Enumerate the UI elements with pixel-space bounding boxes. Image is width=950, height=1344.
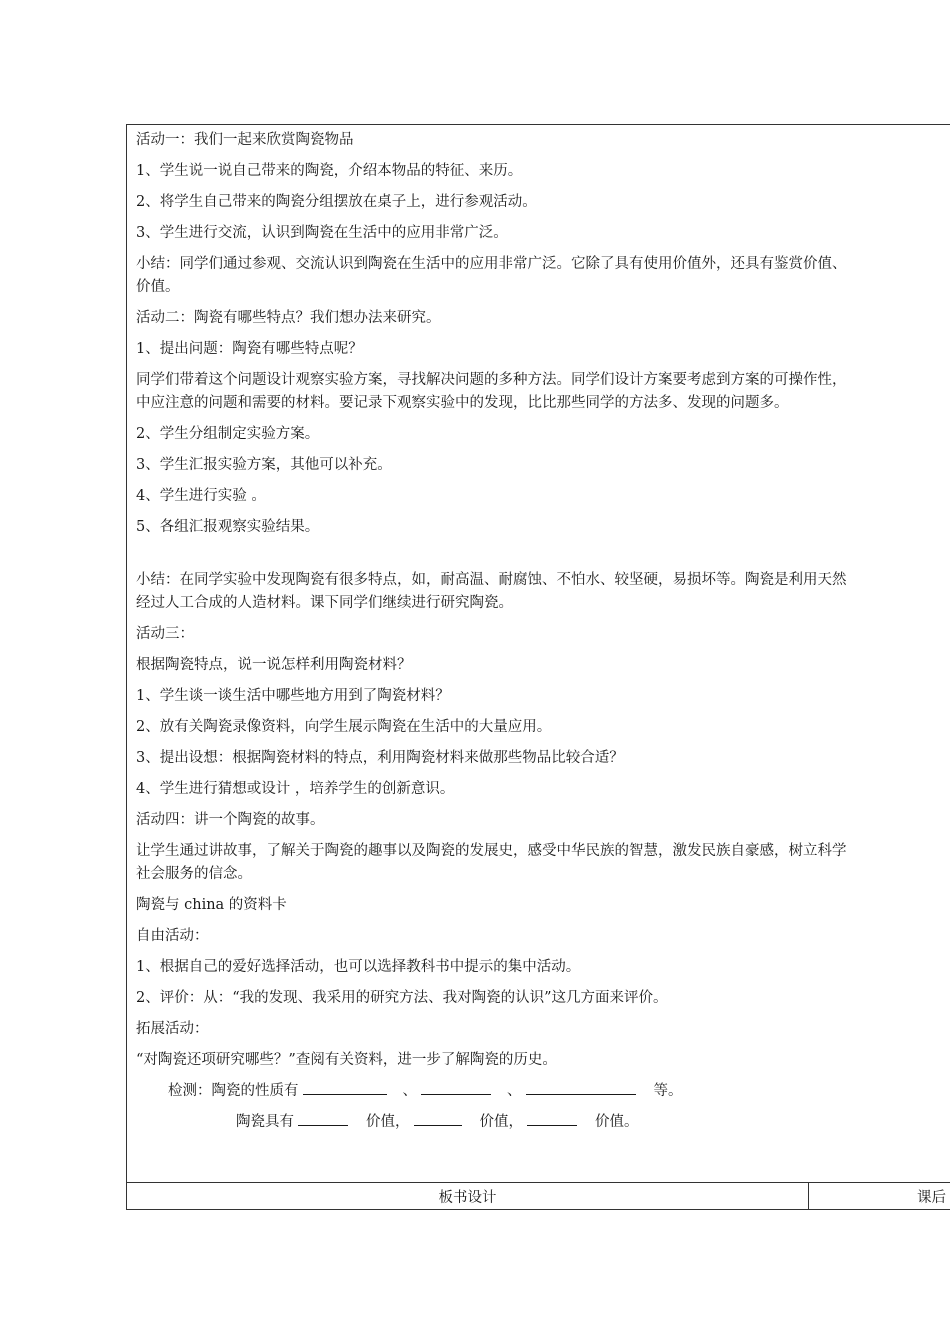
text-line: 2、学生分组制定实验方案。 xyxy=(136,426,320,442)
text-line: 陶瓷与 china 的资料卡 xyxy=(136,897,287,913)
text-line: 2、放有关陶瓷录像资料，向学生展示陶瓷在生活中的大量应用。 xyxy=(136,719,552,735)
activity-3-heading: 活动三： xyxy=(136,626,194,642)
text-line: 1、学生说一说自己带来的陶瓷，介绍本物品的特征、来历。 xyxy=(136,163,523,179)
cell-divider xyxy=(808,1183,809,1210)
text-line: 让学生通过讲故事，了解关于陶瓷的趣事以及陶瓷的发展史，感受中华民族的智慧，激发民族自豪感，树立科学 xyxy=(136,843,847,859)
fill-blank xyxy=(414,1124,462,1126)
test-line-1: 检测：陶瓷的性质有 、 、 等。 xyxy=(168,1083,683,1099)
test-line-2: 陶瓷具有 价值， 价值， 价值。 xyxy=(236,1114,639,1130)
text-line: 小结：在同学实验中发现陶瓷有很多特点，如，耐高温、耐腐蚀、不怕水、较坚硬，易损坏等。陶瓷是利用天然 xyxy=(136,572,847,588)
activity-4-heading: 活动四：讲一个陶瓷的故事。 xyxy=(136,812,325,828)
fill-blank xyxy=(526,1093,636,1095)
text-line: 社会服务的信念。 xyxy=(136,866,252,882)
lesson-content xyxy=(136,125,950,1138)
text-line: 1、学生谈一谈生活中哪些地方用到了陶瓷材料？ xyxy=(136,688,450,704)
table-footer-row xyxy=(127,1182,950,1210)
text-line: 3、学生进行交流，认识到陶瓷在生活中的应用非常广泛。 xyxy=(136,225,508,241)
text-line: 2、将学生自己带来的陶瓷分组摆放在桌子上，进行参观活动。 xyxy=(136,194,537,210)
after-class-cell: 课后 xyxy=(917,1190,946,1206)
fill-blank xyxy=(421,1093,491,1095)
text-line: 同学们带着这个问题设计观察实验方案，寻找解决问题的多种方法。同学们设计方案要考虑到方案的可操作性， xyxy=(136,372,847,388)
text-line: 2、评价：从：“我的发现、我采用的研究方法、我对陶瓷的认识”这几方面来评价。 xyxy=(136,990,668,1006)
text-line: 5、各组汇报观察实验结果。 xyxy=(136,519,320,535)
fill-blank xyxy=(298,1124,348,1126)
text-line: 经过人工合成的人造材料。课下同学们继续进行研究陶瓷。 xyxy=(136,595,513,611)
text-line: 4、学生进行实验 。 xyxy=(136,488,266,504)
spacer xyxy=(136,543,950,565)
text-line: 3、学生汇报实验方案，其他可以补充。 xyxy=(136,457,392,473)
fill-blank xyxy=(303,1093,387,1095)
extension-heading: 拓展活动： xyxy=(136,1021,209,1037)
text-line: 3、提出设想：根据陶瓷材料的特点，利用陶瓷材料来做那些物品比较合适？ xyxy=(136,750,624,766)
text-line: 1、提出问题：陶瓷有哪些特点呢？ xyxy=(136,341,363,357)
text-line: 1、根据自己的爱好选择活动，也可以选择教科书中提示的集中活动。 xyxy=(136,959,581,975)
activity-1-heading: 活动一：我们一起来欣赏陶瓷物品 xyxy=(136,132,354,148)
text-line: 根据陶瓷特点，说一说怎样利用陶瓷材料？ xyxy=(136,657,412,673)
lesson-table xyxy=(126,124,950,1210)
activity-2-heading: 活动二：陶瓷有哪些特点？我们想办法来研究。 xyxy=(136,310,441,326)
board-design-cell: 板书设计 xyxy=(438,1190,497,1206)
fill-blank xyxy=(527,1124,577,1126)
text-line: 中应注意的问题和需要的材料。要记录下观察实验中的发现，比比那些同学的方法多、发现的问题多。 xyxy=(136,395,789,411)
text-line: 4、学生进行猜想或设计 ，培养学生的创新意识。 xyxy=(136,781,455,797)
text-line: “对陶瓷还项研究哪些？”查阅有关资料，进一步了解陶瓷的历史。 xyxy=(136,1052,557,1068)
text-line: 价值。 xyxy=(136,279,180,295)
free-activity-heading: 自由活动： xyxy=(136,928,209,944)
text-line: 小结：同学们通过参观、交流认识到陶瓷在生活中的应用非常广泛。它除了具有使用价值外，还具有鉴赏价值、 xyxy=(136,256,847,272)
